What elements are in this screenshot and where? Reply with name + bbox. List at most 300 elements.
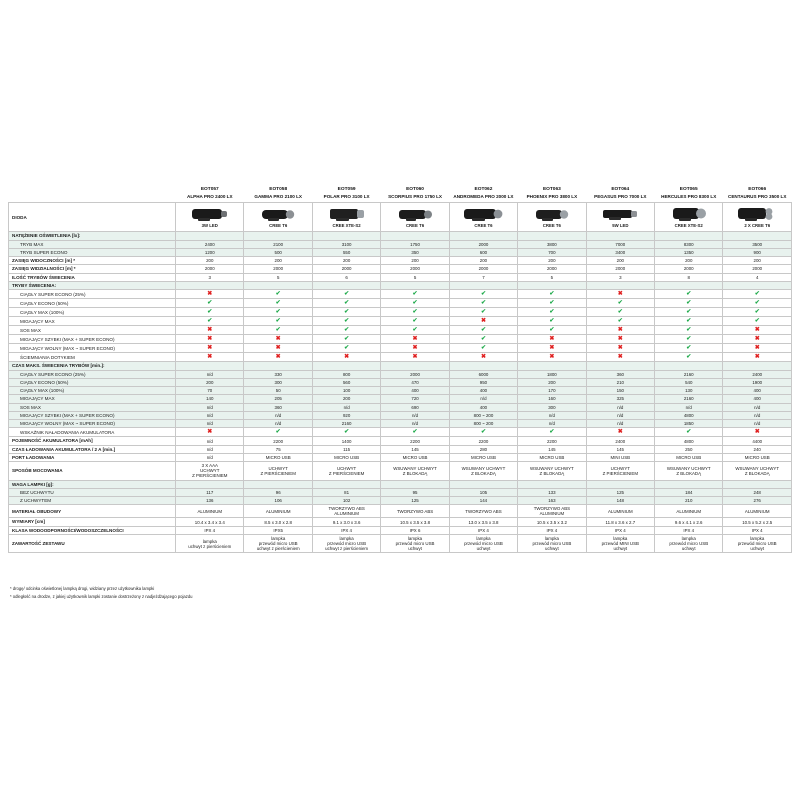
table-row (9, 308, 792, 317)
table-cell: 10.5 x 3.5 x 3.8 (381, 518, 449, 526)
table-cell (381, 308, 449, 317)
table-cell: 7 (449, 273, 517, 281)
check-icon: ✔ (686, 429, 692, 436)
table-cell: 163 (518, 497, 586, 505)
table-cell: 248 (723, 488, 792, 496)
table-row (9, 428, 792, 437)
table-cell: 9.1 x 3.0 x 3.6 (312, 518, 380, 526)
cross-icon: ✖ (480, 318, 486, 325)
product-header-5 (518, 185, 586, 203)
table-cell: 200 (312, 395, 380, 403)
row-label: DIODA (9, 203, 176, 232)
table-cell: 2200 (449, 437, 517, 445)
table-cell (518, 344, 586, 353)
check-icon: ✔ (412, 318, 418, 325)
check-icon: ✔ (275, 300, 281, 307)
table-cell: 8.5 x 3.0 x 2.8 (244, 518, 312, 526)
table-row (9, 265, 792, 273)
cross-icon: ✖ (549, 336, 555, 343)
row-label: WSKAŹNIK NAŁADOWANIA AKUMULATORA (9, 428, 176, 437)
table-cell: 2400 (176, 240, 244, 248)
table-cell: 800 ~ 200 (449, 411, 517, 419)
table-cell: 115 (312, 445, 380, 453)
table-cell: 1750 (381, 240, 449, 248)
product-name: CENTAURUS PRO 3500 LX (728, 193, 787, 199)
table-cell (381, 428, 449, 437)
table-cell (449, 299, 517, 308)
footnote-0: * drogę/ odcinka oświetlonej lampką drogi, widziany przez użytkownika lampki (10, 586, 155, 591)
table-cell: 3 (586, 273, 654, 281)
row-label: MIGAJĄCY WOLNY (MAX ~ SUPER ECONO) (9, 420, 176, 428)
check-icon: ✔ (754, 291, 760, 298)
table-row (9, 462, 792, 480)
table-cell: 360 (244, 403, 312, 411)
row-label: SOS MAX (9, 403, 176, 411)
table-cell (449, 480, 517, 488)
table-cell (586, 299, 654, 308)
table-cell (244, 308, 312, 317)
table-cell (312, 317, 380, 326)
table-cell (449, 344, 517, 353)
table-cell (244, 326, 312, 335)
table-cell (381, 353, 449, 362)
table-cell: 2160 (655, 370, 723, 378)
table-cell: CREE T6 (244, 203, 312, 232)
check-icon: ✔ (686, 318, 692, 325)
table-cell: 240 (723, 445, 792, 453)
table-cell (655, 344, 723, 353)
table-cell (723, 317, 792, 326)
table-cell: 205 (244, 395, 312, 403)
cross-icon: ✖ (754, 336, 760, 343)
table-cell (518, 353, 586, 362)
table-cell: 330 (244, 370, 312, 378)
table-cell (723, 344, 792, 353)
row-label: MIGAJĄCY SZYBKI (MAX + SUPER ECONO) (9, 411, 176, 419)
table-cell: n/d (723, 420, 792, 428)
check-icon: ✔ (275, 327, 281, 334)
table-cell (449, 308, 517, 317)
product-name: GAMMA PRO 2100 LX (254, 193, 302, 199)
table-cell (381, 317, 449, 326)
table-cell: n/d (655, 403, 723, 411)
table-cell: 145 (586, 445, 654, 453)
check-icon: ✔ (344, 345, 350, 352)
table-cell: 200 (655, 257, 723, 265)
cross-icon: ✖ (412, 345, 418, 352)
table-cell (655, 326, 723, 335)
row-label: WAGA LAMPKI [g]: (9, 480, 176, 488)
table-row (9, 203, 792, 232)
table-cell (586, 317, 654, 326)
table-cell: 3 X AAA UCHWYT Z PIERŚCIENIEM (176, 462, 244, 480)
row-label: Z UCHWYTEM (9, 497, 176, 505)
table-cell: 4800 (655, 411, 723, 419)
table-cell: 2200 (381, 437, 449, 445)
table-cell (723, 290, 792, 299)
table-row (9, 326, 792, 335)
table-row (9, 378, 792, 386)
table-cell: 2000 (176, 265, 244, 273)
table-cell: 920 (312, 411, 380, 419)
table-cell (586, 326, 654, 335)
table-row (9, 257, 792, 265)
table-cell: 140 (176, 395, 244, 403)
row-label: CIĄGŁY MAX (100%) (9, 387, 176, 395)
product-name: PEGASUS PRO 7000 LX (594, 193, 647, 199)
row-label: CIĄGŁY ECONO (50%) (9, 299, 176, 308)
table-cell: 350 (381, 248, 449, 256)
table-cell: CREE T6 (381, 203, 449, 232)
table-row (9, 497, 792, 505)
product-name: ALPHA PRO 2400 LX (187, 193, 233, 199)
table-cell: WSUWANY UCHWYT Z BLOKADĄ (449, 462, 517, 480)
table-cell: n/d (312, 403, 380, 411)
table-cell: 2400 (586, 437, 654, 445)
table-cell: IPX 4 (723, 526, 792, 534)
table-cell: UCHWYT Z PIERŚCIENIEM (244, 462, 312, 480)
table-cell (518, 308, 586, 317)
table-row (9, 387, 792, 395)
table-cell (176, 281, 244, 289)
table-cell: 150 (586, 387, 654, 395)
table-cell: 690 (381, 403, 449, 411)
cross-icon: ✖ (754, 354, 760, 361)
table-cell: 1400 (312, 437, 380, 445)
table-cell: MICRO USB (449, 454, 517, 462)
product-header-4 (449, 185, 517, 203)
cross-icon: ✖ (617, 336, 623, 343)
table-cell (244, 480, 312, 488)
table-cell: 10.4 x 3.4 x 3.4 (176, 518, 244, 526)
table-cell (312, 353, 380, 362)
table-cell (449, 290, 517, 299)
table-cell (723, 362, 792, 370)
table-cell: CREE XTE-S2 (312, 203, 380, 232)
table-cell (723, 308, 792, 317)
table-cell: 105 (449, 488, 517, 496)
check-icon: ✔ (686, 309, 692, 316)
row-label: CIĄGŁY SUPER ECONO (25%) (9, 370, 176, 378)
table-cell: MICRO USB (518, 454, 586, 462)
row-label: NATĘŻENIE OŚWIETLENIA [lx]: (9, 232, 176, 240)
check-icon: ✔ (412, 309, 418, 316)
table-cell (586, 232, 654, 240)
table-cell: MICRO USB (312, 454, 380, 462)
row-label: MIGAJĄCY MAX (9, 395, 176, 403)
table-cell: WSUWANY UCHWYT Z BLOKADĄ (381, 462, 449, 480)
table-cell: lampka przewód micro USB uchwyt (381, 535, 449, 553)
table-cell (381, 335, 449, 344)
table-cell (244, 362, 312, 370)
check-icon: ✔ (754, 300, 760, 307)
table-cell: 144 (449, 497, 517, 505)
table-cell: MINI USB (586, 454, 654, 462)
table-cell: IPX5 (244, 526, 312, 534)
table-cell: 200 (244, 257, 312, 265)
table-cell: n/d (723, 403, 792, 411)
row-label: MIGAJĄCY WOLNY (MAX ~ SUPER ECONO) (9, 344, 176, 353)
table-cell: 102 (312, 497, 380, 505)
table-cell: MICRO USB (381, 454, 449, 462)
table-row (9, 445, 792, 453)
table-cell (655, 362, 723, 370)
table-cell (176, 308, 244, 317)
table-row (9, 420, 792, 428)
table-cell: 81 (312, 488, 380, 496)
cross-icon: ✖ (549, 354, 555, 361)
table-cell (723, 353, 792, 362)
table-cell: TWORZYWO ABS ALUMINIUM (312, 505, 380, 518)
check-icon: ✔ (344, 429, 350, 436)
table-cell: n/d (518, 420, 586, 428)
product-header-3 (381, 185, 449, 203)
table-cell (312, 299, 380, 308)
table-cell (655, 480, 723, 488)
check-icon: ✔ (549, 318, 555, 325)
row-label: WYMIARY [cm] (9, 518, 176, 526)
table-cell: ALUMINIUM (176, 505, 244, 518)
table-header-row (9, 185, 792, 203)
table-cell: MICRO USB (655, 454, 723, 462)
cross-icon: ✖ (480, 354, 486, 361)
table-cell: 2400 (723, 370, 792, 378)
table-cell: 2000 (655, 265, 723, 273)
check-icon: ✔ (686, 336, 692, 343)
table-cell (381, 232, 449, 240)
table-cell (655, 317, 723, 326)
table-cell: 2200 (244, 437, 312, 445)
row-label: CZAS MAKS. ŚWIECENIA TRYBÓW [min.]: (9, 362, 176, 370)
check-icon: ✔ (275, 429, 281, 436)
table-cell: 7000 (586, 240, 654, 248)
table-row (9, 290, 792, 299)
table-cell (449, 428, 517, 437)
table-cell: IPX 4 (176, 526, 244, 534)
cross-icon: ✖ (412, 354, 418, 361)
table-cell: WSUWANY UCHWYT Z BLOKADĄ (655, 462, 723, 480)
table-cell: n/d (176, 437, 244, 445)
table-cell: 1350 (655, 248, 723, 256)
table-row (9, 437, 792, 445)
table-cell (655, 290, 723, 299)
table-cell: IPX 4 (518, 526, 586, 534)
check-icon: ✔ (686, 354, 692, 361)
table-cell: 800 (312, 370, 380, 378)
table-cell: 360 (586, 370, 654, 378)
table-cell: 3400 (586, 248, 654, 256)
table-cell (449, 326, 517, 335)
table-cell: IPX 4 (449, 526, 517, 534)
table-cell: 276 (723, 497, 792, 505)
check-icon: ✔ (617, 318, 623, 325)
table-cell: 6000 (449, 370, 517, 378)
table-cell: 1200 (176, 248, 244, 256)
table-cell (176, 362, 244, 370)
table-cell (176, 428, 244, 437)
cross-icon: ✖ (412, 336, 418, 343)
product-header-8 (723, 185, 792, 203)
table-row (9, 411, 792, 419)
table-cell (586, 428, 654, 437)
table-cell: 540 (655, 378, 723, 386)
check-icon: ✔ (549, 291, 555, 298)
table-cell: 1850 (655, 420, 723, 428)
table-cell: lampka przewód micro USB uchwyt z pierścieniem (244, 535, 312, 553)
table-cell (381, 299, 449, 308)
table-cell: 210 (586, 378, 654, 386)
table-cell: n/d (176, 370, 244, 378)
table-cell: lampka uchwyt z pierścieniem (176, 535, 244, 553)
product-code: EOT059 (337, 187, 356, 192)
table-cell: 2000 (244, 265, 312, 273)
table-cell: 70 (176, 387, 244, 395)
row-label: CZAS ŁADOWANIA AKUMULATORA / 2 A [min.] (9, 445, 176, 453)
check-icon: ✔ (480, 291, 486, 298)
check-icon: ✔ (754, 318, 760, 325)
check-icon: ✔ (344, 309, 350, 316)
row-label: CIĄGŁY MAX (100%) (9, 308, 176, 317)
table-cell: 200 (723, 257, 792, 265)
table-cell: ALUMINIUM (655, 505, 723, 518)
table-cell: n/d (381, 420, 449, 428)
table-cell: 3 (176, 273, 244, 281)
table-row (9, 248, 792, 256)
table-cell (518, 428, 586, 437)
cross-icon: ✖ (617, 327, 623, 334)
table-cell (586, 308, 654, 317)
footnotes (10, 585, 193, 600)
row-label: ZAWARTOŚĆ ZESTAWU (9, 535, 176, 553)
table-cell: ALUMINIUM (586, 505, 654, 518)
table-cell (518, 326, 586, 335)
product-name: SCORPIUS PRO 1750 LX (388, 193, 442, 199)
product-name: POLAR PRO 3100 LX (323, 193, 370, 199)
table-cell: 720 (381, 395, 449, 403)
table-row (9, 232, 792, 240)
table-cell: 300 (244, 378, 312, 386)
check-icon: ✔ (617, 309, 623, 316)
table-cell: ALUMINIUM (723, 505, 792, 518)
table-cell: 2200 (518, 437, 586, 445)
check-icon: ✔ (412, 291, 418, 298)
check-icon: ✔ (686, 291, 692, 298)
table-cell: 133 (518, 488, 586, 496)
product-name: PHOENIX PRO 3800 LX (526, 193, 578, 199)
check-icon: ✔ (686, 327, 692, 334)
table-cell: 800 ~ 200 (449, 420, 517, 428)
table-cell (381, 281, 449, 289)
table-cell: n/d (176, 420, 244, 428)
table-cell (381, 344, 449, 353)
table-cell: 200 (518, 378, 586, 386)
cross-icon: ✖ (207, 327, 213, 334)
table-cell: 95 (381, 488, 449, 496)
table-cell: lampka przewód MINI USB uchwyt (586, 535, 654, 553)
table-cell: 6 (312, 273, 380, 281)
table-cell (586, 480, 654, 488)
product-header-6 (586, 185, 654, 203)
table-cell (518, 362, 586, 370)
check-icon: ✔ (344, 291, 350, 298)
table-cell (312, 290, 380, 299)
table-cell: 950 (449, 378, 517, 386)
check-icon: ✔ (275, 318, 281, 325)
table-cell: UCHWYT Z PIERŚCIENIEM (312, 462, 380, 480)
table-cell: 5 (518, 273, 586, 281)
row-label: TRYB MAX (9, 240, 176, 248)
table-cell (449, 335, 517, 344)
table-cell: n/d (449, 395, 517, 403)
check-icon: ✔ (480, 429, 486, 436)
table-row (9, 362, 792, 370)
table-cell: n/d (723, 411, 792, 419)
cross-icon: ✖ (275, 336, 281, 343)
check-icon: ✔ (207, 318, 213, 325)
table-cell (176, 344, 244, 353)
check-icon: ✔ (549, 327, 555, 334)
product-name: HERCULES PRO 8300 LX (661, 193, 717, 199)
table-row (9, 488, 792, 496)
table-cell: 145 (381, 445, 449, 453)
table-cell: 10.5 x 3.5 x 3.2 (518, 518, 586, 526)
table-row (9, 505, 792, 518)
table-cell: n/d (586, 403, 654, 411)
table-cell (244, 290, 312, 299)
table-cell (586, 353, 654, 362)
table-cell: 4 (723, 273, 792, 281)
table-cell (723, 326, 792, 335)
table-cell (244, 281, 312, 289)
table-cell: TWORZYWO ABS (449, 505, 517, 518)
table-cell: n/d (176, 445, 244, 453)
table-cell: 117 (176, 488, 244, 496)
product-header-1 (244, 185, 312, 203)
table-cell: CREE T6 (518, 203, 586, 232)
check-icon: ✔ (344, 318, 350, 325)
table-cell: MICRO USB (244, 454, 312, 462)
table-cell: n/d (381, 411, 449, 419)
table-cell (312, 308, 380, 317)
check-icon: ✔ (207, 300, 213, 307)
row-label: ZASIĘG WIDZIALNOŚCI [m] * (9, 265, 176, 273)
table-cell: 8 (655, 273, 723, 281)
table-cell (312, 344, 380, 353)
table-cell (449, 281, 517, 289)
table-cell (449, 353, 517, 362)
check-icon: ✔ (275, 291, 281, 298)
check-icon: ✔ (617, 300, 623, 307)
table-cell (176, 335, 244, 344)
table-cell (381, 290, 449, 299)
table-cell: WSUWANY UCHWYT Z BLOKADĄ (518, 462, 586, 480)
cross-icon: ✖ (617, 354, 623, 361)
table-cell: 400 (449, 387, 517, 395)
table-cell: UCHWYT Z PIERŚCIENIEM (586, 462, 654, 480)
table-cell: 160 (518, 395, 586, 403)
cross-icon: ✖ (617, 291, 623, 298)
product-code: EOT064 (611, 187, 630, 192)
header-blank (9, 185, 176, 203)
product-header-0 (176, 185, 244, 203)
check-icon: ✔ (344, 327, 350, 334)
table-row (9, 454, 792, 462)
table-cell: n/d (176, 411, 244, 419)
product-comparison-table (8, 185, 792, 553)
table-cell (449, 232, 517, 240)
table-row (9, 281, 792, 289)
table-cell: 470 (381, 378, 449, 386)
